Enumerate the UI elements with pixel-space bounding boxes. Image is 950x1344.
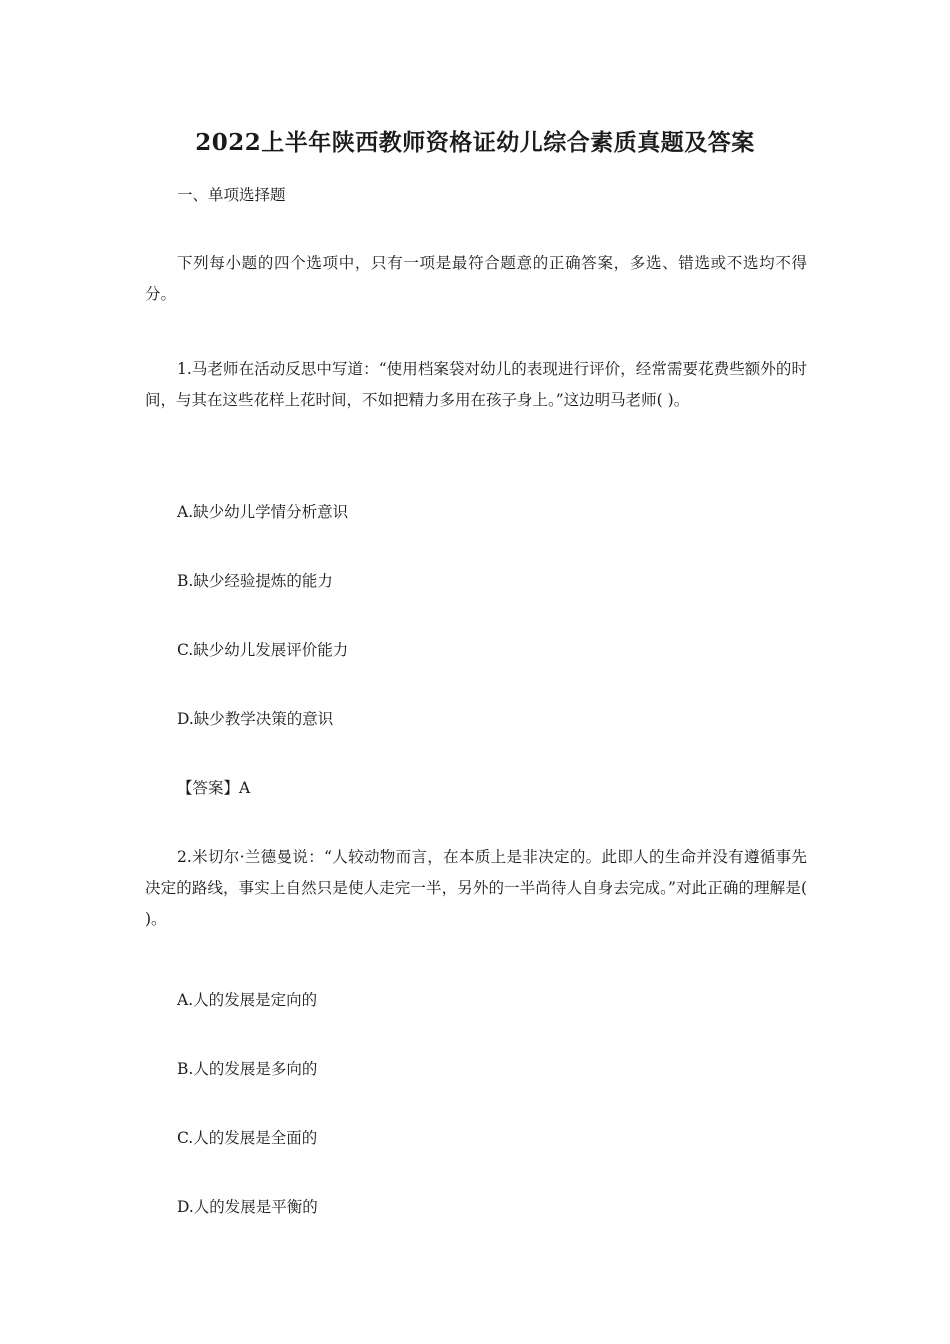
question-1-option-d: D.缺少教学决策的意识	[177, 710, 334, 728]
question-2-stem: 2.米切尔·兰德曼说：“人较动物而言，在本质上是非决定的。此即人的生命并没有遵循事先决定的路线，事实上自然只是使人走完一半，另外的一半尚待人自身去完成。”对此正确的理解是( )。	[145, 848, 807, 928]
question-1-option-a: A.缺少幼儿学情分析意识	[177, 503, 349, 521]
instructions-paragraph: 下列每小题的四个选项中，只有一项是最符合题意的正确答案，多选、错选或不选均不得分。	[145, 254, 807, 303]
question-1-answer: 【答案】A	[177, 779, 251, 797]
question-1-stem: 1.马老师在活动反思中写道：“使用档案袋对幼儿的表现进行评价，经常需要花费些额外的时间，与其在这些花样上花时间，不如把精力多用在孩子身上。”这边明马老师( )。	[145, 360, 807, 409]
question-2-option-b: B.人的发展是多向的	[177, 1060, 318, 1078]
question-1-option-c: C.缺少幼儿发展评价能力	[177, 641, 349, 659]
question-2-option-d: D.人的发展是平衡的	[177, 1198, 318, 1216]
document-title: 2022上半年陕西教师资格证幼儿综合素质真题及答案	[195, 129, 755, 156]
question-1-option-b: B.缺少经验提炼的能力	[177, 572, 333, 590]
section-heading: 一、单项选择题	[177, 186, 286, 204]
question-2-option-c: C.人的发展是全面的	[177, 1129, 318, 1147]
question-2-option-a: A.人的发展是定向的	[177, 991, 318, 1009]
